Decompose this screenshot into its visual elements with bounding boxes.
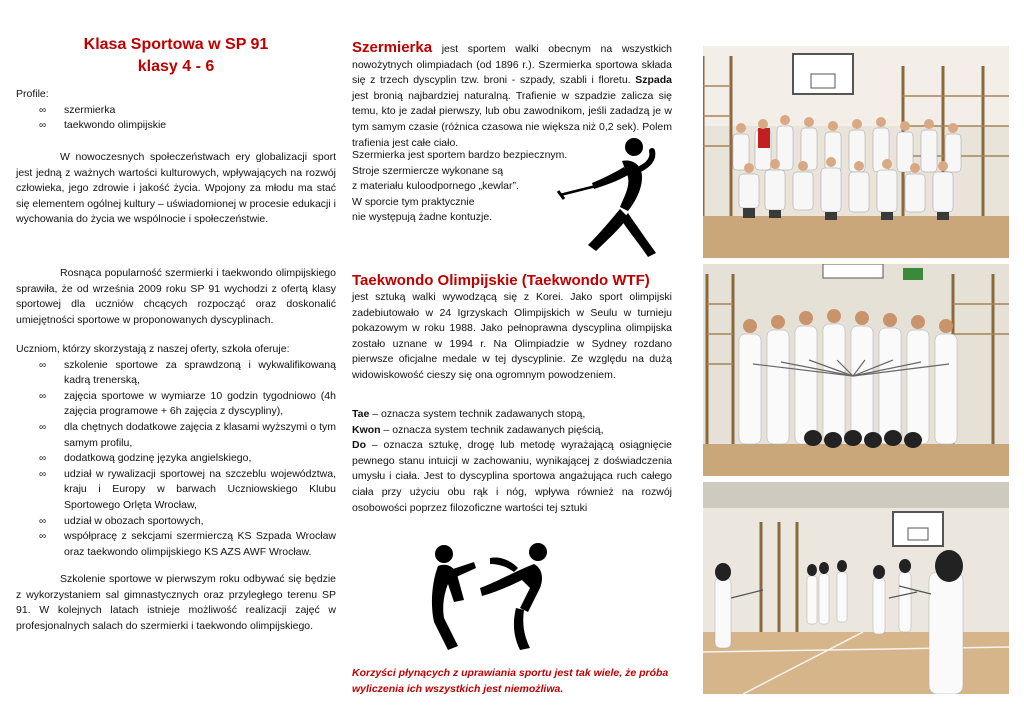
training-paragraph: Szkolenie sportowe w pierwszym roku odbywać się będzie z wykorzystaniem sal gimnastycznych oraz przyległego terenu SP 91. W kolejnych latach istnieje możliwość realizacji zajęć w profesjonalnych salach do szermierki i taekwondo olimpijskiego. xyxy=(16,573,336,632)
intro-paragraph: W nowoczesnych społeczeństwach ery globalizacji sport jest jedną z ważnych wartości kulturowych, wpływających na rozwój człowieka, jego zdrowie i jakość życia. Wpojony za młodu ma stać się elementem ogólnej kultury – uświadomionej w procesie edukacji i wychowania do życia we wspólnocie i społeczeństwie. xyxy=(16,151,336,226)
list-item: ∞ taekwondo olimpijskie xyxy=(16,118,336,134)
popularity-paragraph: Rosnąca popularność szermierki i taekwondo olimpijskiego sprawiła, że od września 2009 roku SP 91 wychodzi z ofertą klasy sportowej dla uczniów chcących rozpocząć oraz doskonalić umiejętności sportowe w proponowanych dyscyplinach. xyxy=(16,267,336,326)
list-item: ∞ udział w obozach sportowych, xyxy=(16,514,336,530)
profile-label: Profile: xyxy=(16,88,49,100)
infinity-bullet-icon: ∞ xyxy=(39,120,47,132)
infinity-bullet-icon: ∞ xyxy=(39,453,47,465)
list-item: ∞ dla chętnych dodatkowe zajęcia z klasami wyższymi o tym samym profilu, xyxy=(39,420,336,449)
list-item: ∞ udział w rywalizacji sportowej na szczeblu województwa, kraju i Europy w barwach Uczniowskiego Klubu Sportowego Orlęta Wrocław, xyxy=(39,467,336,511)
taekwondo-paragraph: jest sztuką walki wywodzącą się z Korei. Jako sport olimpijski zadebiutowało w 24 Igrzyskach Olimpijskich w Seulu w turnieju pokazowym w roku 1988. Jako pełnoprawna dyscyplina olimpijska zostało uznane w 1994 r. Na Olimpiadzie w Sydney rozdano pierwsze oficjalne medale w tej dyscyplinie. Ze względu na dużą widowiskowość cieszy się ona ogromnym powodzeniem. xyxy=(352,291,672,381)
fencing-pictogram-icon xyxy=(548,133,668,263)
fencing-heading: Szermierka xyxy=(352,39,433,56)
offer-list xyxy=(16,358,336,561)
list-item: ∞ zajęcia sportowe w wymiarze 10 godzin tygodniowo (4h zajęcia programowe + 6h zajęcia z dyscypliny), xyxy=(39,389,336,418)
infinity-bullet-icon: ∞ xyxy=(39,531,47,543)
list-item: ∞ szermierka xyxy=(16,103,336,119)
infinity-bullet-icon: ∞ xyxy=(39,468,47,480)
fencing-paragraph: Szermierka jest sportem walki obecnym na wszystkich nowożytnych olimpiadach (od 1896 r.). Szermierka sportowa składa się z trzech dyscyplin tzw. broni - szpady, szabli i floretu. Szpada jest bronią najbardziej naturalną. Trafienie w szpadzie zalicza się temu, kto je zadał pierwszy, lub obu zawodnikom, jeśli zadadzą je w tym samym czasie (różnica czasowa nie większa niż 0,2 sek). Polem trafienia jest całe ciało. xyxy=(352,39,672,149)
page-subtitle: klasy 4 - 6 xyxy=(137,58,215,75)
offer-intro: Uczniom, którzy skorzystają z naszej oferty, szkoła oferuje: xyxy=(16,343,290,355)
taekwondo-pictogram-icon xyxy=(430,538,552,654)
offer-section xyxy=(16,342,336,560)
kwon-definition: Kwon – oznacza system technik zadawanych pięścią, xyxy=(352,423,604,436)
list-item: ∞ dodatkową godzinę języka angielskiego, xyxy=(16,451,336,467)
profile-list xyxy=(16,103,336,134)
infinity-bullet-icon: ∞ xyxy=(39,104,47,116)
list-item: ∞ współpracę z sekcjami szermierczą KS Szpada Wrocław oraz taekwondo olimpijskiego KS AZS AWF Wrocław. xyxy=(39,530,336,558)
taekwondo-terms xyxy=(352,407,672,516)
fencing-practice-photo xyxy=(703,482,1009,694)
infinity-bullet-icon: ∞ xyxy=(39,421,47,433)
list-item: ∞ szkolenie sportowe za sprawdzoną i wykwalifikowaną kadrą trenerską, xyxy=(39,358,336,387)
class-title-block xyxy=(16,34,336,78)
do-definition: Do – oznacza sztukę, drogę lub metodę wyrażającą osiągnięcie pewnego stanu intuicji w zachowaniu, wynikającej z doświadczenia umysłu i ciała. Jest to dyscyplina sportowa angażująca ruch całego ciała przy użyciu obu rąk i nóg, wpływa również na rozwój osobowości poprzez filozoficzne wartości tej sztuki xyxy=(352,439,672,514)
group-photo-gym xyxy=(703,46,1009,258)
profiles-section xyxy=(16,87,336,134)
closing-statement: Korzyści płynących z uprawiania sportu jest tak wiele, że próba wyliczenia ich wszystkich jest niemożliwa. xyxy=(352,667,669,695)
page-title: Klasa Sportowa w SP 91 xyxy=(83,36,269,53)
infinity-bullet-icon: ∞ xyxy=(39,515,47,527)
taekwondo-heading: Taekwondo Olimpijskie (Taekwondo WTF) xyxy=(352,272,650,289)
infinity-bullet-icon: ∞ xyxy=(39,359,47,371)
fencing-safety-lines: Szermierka jest sportem bardzo bezpiecznym. Stroje szermiercze wykonane są z materiału kuloodpornego „kewlar”. W sporcie tym praktycznie nie występują żadne kontuzje. xyxy=(352,149,568,224)
infinity-bullet-icon: ∞ xyxy=(39,390,47,402)
fencers-group-photo xyxy=(703,264,1009,476)
szpada-term: Szpada xyxy=(635,74,672,87)
tae-definition: Tae – oznacza system technik zadawanych stopą, xyxy=(352,408,586,420)
